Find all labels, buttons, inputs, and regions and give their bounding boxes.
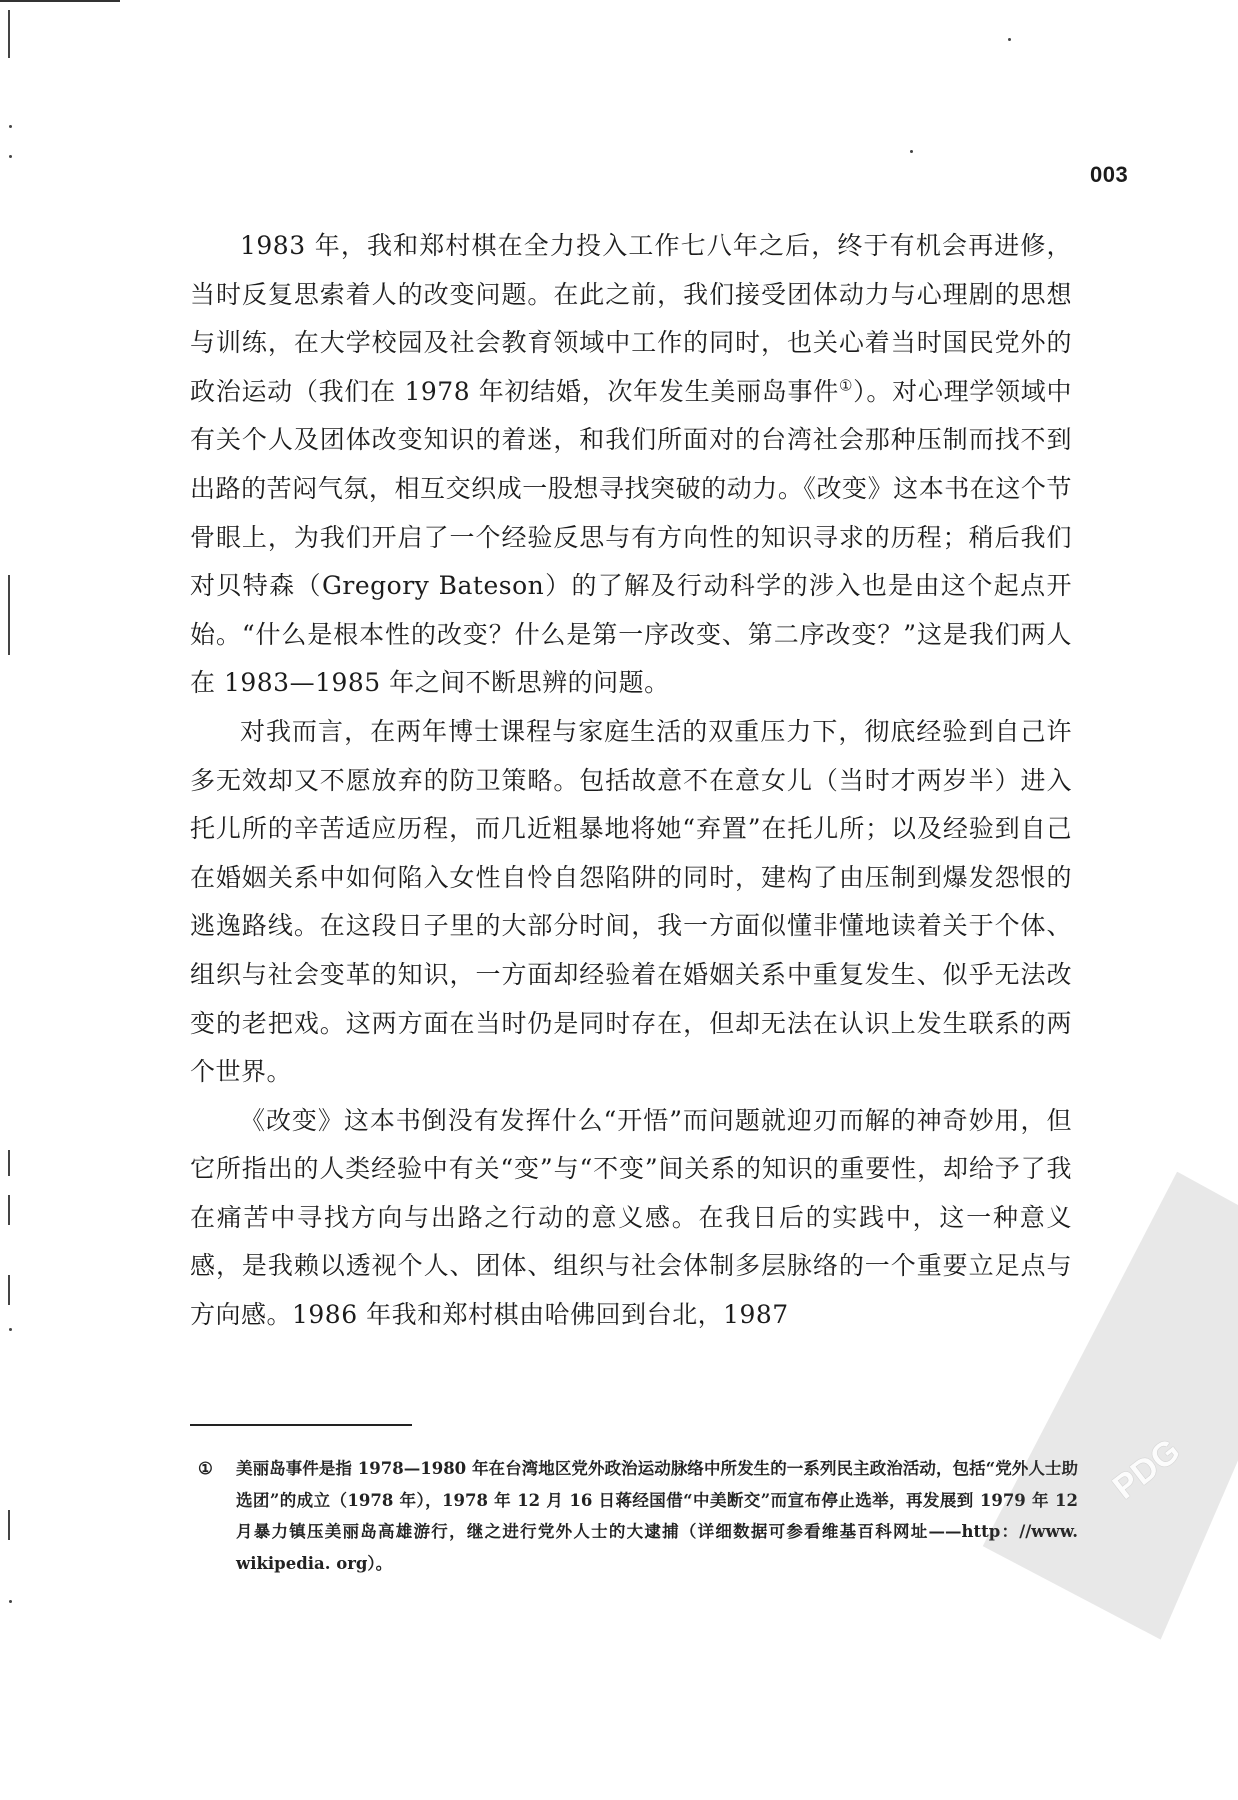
paragraph: 对我而言，在两年博士课程与家庭生活的双重压力下，彻底经验到自己许多无效却又不愿放弃的防卫策略。包括故意不在意女儿（当时才两岁半）进入托儿所的辛苦适应历程，而几近粗暴地将她“弃置”在托儿所；以及经验到自己在婚姻关系中如何陷入女性自怜自怨陷阱的同时，建构了由压制到爆发怨恨的逃逸路线。在这段日子里的大部分时间，我一方面似懂非懂地读着关于个体、组织与社会变革的知识，一方面却经验着在婚姻关系中重复发生、似乎无法改变的老把戏。这两方面在当时仍是同时存在，但却无法在认识上发生联系的两个世界。 xyxy=(190,716,1072,1087)
paragraph-text: ）。对心理学领域中有关个人及团体改变知识的着迷，和我们所面对的台湾社会那种压制而找不到出路的苦闷气氛，相互交织成一股想寻找突破的动力。《改变》这本书在这个节骨眼上，为我们开启了一个经验反思与有方向性的知识寻求的历程；稍后我们对贝特森（Gregory Bateson）的了解及行动科学的涉入也是由这个起点开始。“什么是根本性的改变？什么是第一序改变、第二序改变？”这是我们两人在 1983—1985 年之间不断思辨的问题。 xyxy=(190,376,1072,698)
page-number: 003 xyxy=(1090,162,1129,187)
footnote-text: 美丽岛事件是指 1978—1980 年在台湾地区党外政治运动脉络中所发生的一系列民主政治活动，包括“党外人士助选团”的成立（1978 年），1978 年 12 月 16 日蒋经国借“中美断交”而宣布停止选举，再发展到 1979 年 12 月暴力镇压美丽岛高雄游行，继之进行党外人士的大逮捕（详细数据可参看维基百科网址——http：//www. wikipedia. org）。 xyxy=(236,1459,1078,1573)
scan-dot xyxy=(9,125,12,128)
scan-edge-mark xyxy=(8,1150,10,1176)
watermark-label: PDG xyxy=(1105,1431,1188,1507)
footnote-reference[interactable]: ① xyxy=(838,376,854,395)
scan-dot xyxy=(910,150,913,153)
scan-dot xyxy=(9,1328,12,1331)
footnote xyxy=(198,1453,1078,1579)
footnote-marker: ① xyxy=(198,1459,213,1478)
scan-dot xyxy=(1008,38,1011,41)
scan-edge-mark xyxy=(8,1510,10,1540)
scan-edge-mark xyxy=(0,0,120,2)
paragraph-text: 1983 年，我和郑村棋在全力投入工作七八年之后，终于有机会再进修，当时反复思索着人的改变问题。在此之前，我们接受团体动力与心理剧的思想与训练，在大学校园及社会教育领域中工作的同时，也关心着当时国民党外的政治运动（我们在 1978 年初结婚，次年发生美丽岛事件 xyxy=(190,231,1072,406)
scan-edge-mark xyxy=(8,1275,10,1305)
scan-edge-mark xyxy=(8,10,10,58)
scan-dot xyxy=(9,1600,12,1603)
paragraph: 《改变》这本书倒没有发挥什么“开悟”而问题就迎刃而解的神奇妙用，但它所指出的人类经验中有关“变”与“不变”间关系的知识的重要性，却给予了我在痛苦中寻找方向与出路之行动的意义感。在我日后的实践中，这一种意义感，是我赖以透视个人、团体、组织与社会体制多层脉络的一个重要立足点与方向感。1986 年我和郑村棋由哈佛回到台北，1987 xyxy=(190,1105,1072,1330)
footnote-divider xyxy=(190,1424,412,1426)
scan-edge-mark xyxy=(8,575,10,655)
scan-edge-mark xyxy=(8,1195,10,1225)
body-text xyxy=(190,222,1072,1340)
paragraph xyxy=(190,222,1072,708)
scan-dot xyxy=(9,155,12,158)
